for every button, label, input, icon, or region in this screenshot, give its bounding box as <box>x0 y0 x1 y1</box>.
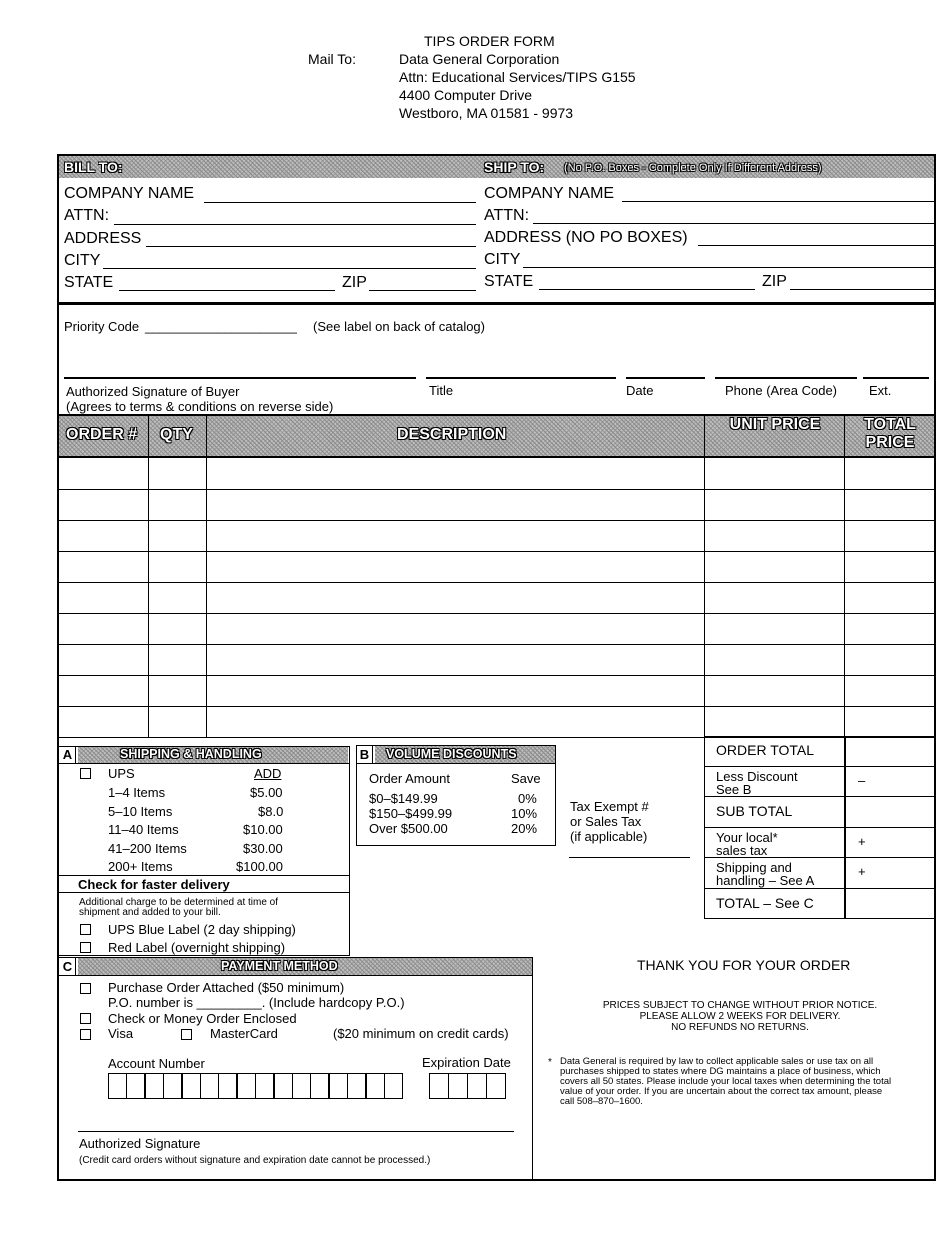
account-digit-box[interactable] <box>329 1073 348 1099</box>
account-number-label: Account Number <box>108 1056 205 1071</box>
totals-label <box>716 744 814 757</box>
ship-address-field[interactable] <box>698 245 934 246</box>
rate-items-3: 11–40 Items <box>108 822 179 837</box>
rate-items-4: 41–200 Items <box>108 841 187 856</box>
faster-rule-bottom <box>59 892 350 893</box>
totals-value-field[interactable] <box>845 767 935 797</box>
account-digit-box[interactable] <box>108 1073 127 1099</box>
account-digit-box[interactable] <box>218 1073 237 1099</box>
expiration-digit-box[interactable] <box>486 1073 506 1099</box>
buyer-signature-label: Authorized Signature of Buyer <box>66 384 240 399</box>
expiration-digit-box[interactable] <box>448 1073 468 1099</box>
bill-address-field[interactable] <box>146 246 476 247</box>
account-digit-box[interactable] <box>274 1073 293 1099</box>
faster-rule-top <box>59 875 350 876</box>
account-digit-box[interactable] <box>255 1073 274 1099</box>
bill-city-label: CITY <box>64 252 101 269</box>
footnote-line-4: value of your order. If you are uncertain about the correct tax amount, please <box>560 1086 883 1097</box>
ship-city-label: CITY <box>484 251 521 268</box>
account-digit-box[interactable] <box>384 1073 403 1099</box>
prices-notice <box>560 1000 920 1033</box>
totals-label-line-2: handling – See A <box>716 873 815 888</box>
volume-amount-2: $150–$499.99 <box>369 806 453 821</box>
rate-price-3: $10.00 <box>243 822 283 837</box>
rate-price-2: $8.0 <box>258 804 284 819</box>
address-line-2: Attn: Educational Services/TIPS G155 <box>399 69 636 85</box>
save-header: Save <box>511 771 541 786</box>
col-divider-qty <box>206 414 207 737</box>
totals-row <box>704 828 934 859</box>
col-divider-order <box>148 414 149 737</box>
totals-value-field[interactable] <box>845 828 935 858</box>
visa-checkbox[interactable] <box>80 1029 91 1040</box>
blue-label-text: UPS Blue Label (2 day shipping) <box>108 922 296 937</box>
po-number-field[interactable]: P.O. number is _________. (Include hardcopy P.O.) <box>108 995 405 1010</box>
authorized-signature-label: Authorized Signature <box>79 1136 201 1151</box>
credit-minimum-note: ($20 minimum on credit cards) <box>333 1026 509 1041</box>
phone-field[interactable] <box>715 377 857 379</box>
order-number-header: ORDER # <box>66 426 138 443</box>
rate-items-2: 5–10 Items <box>108 804 173 819</box>
bill-company-label: COMPANY NAME <box>64 185 195 202</box>
ship-to-heading: SHIP TO: <box>484 159 545 175</box>
payment-letter: C <box>60 958 76 975</box>
address-line-1: Data General Corporation <box>399 51 560 67</box>
ship-to-note: (No P.O. Boxes - Complete Only If Different Address) <box>564 162 822 174</box>
volume-letter: B <box>357 746 373 763</box>
totals-label <box>716 861 814 887</box>
add-header: ADD <box>254 766 282 781</box>
totals-label-line-1: Less Discount <box>716 768 798 784</box>
bill-attn-label: ATTN: <box>64 207 110 224</box>
account-digit-box[interactable] <box>163 1073 182 1099</box>
account-digit-box[interactable] <box>347 1073 366 1099</box>
totals-label-line-1: SUB TOTAL <box>716 803 793 819</box>
totals-label <box>716 894 814 911</box>
volume-save-3: 20% <box>511 821 538 836</box>
bill-state-label: STATE <box>64 274 114 291</box>
table-row[interactable] <box>59 489 934 490</box>
totals-label <box>716 770 798 796</box>
priority-code-note: (See label on back of catalog) <box>313 319 485 334</box>
additional-charge-1: Additional charge to be determined at time of <box>79 897 279 908</box>
rate-items-5: 200+ Items <box>108 859 173 874</box>
red-label-checkbox[interactable] <box>80 942 91 953</box>
address-line-4: Westboro, MA 01581 - 9973 <box>399 105 574 121</box>
totals-row <box>704 736 934 767</box>
po-attached-checkbox[interactable] <box>80 983 91 994</box>
ship-attn-field[interactable] <box>533 223 934 224</box>
prices-line-1: PRICES SUBJECT TO CHANGE WITHOUT PRIOR NOTICE. <box>602 1000 878 1011</box>
prices-line-3: NO REFUNDS NO RETURNS. <box>671 1022 809 1033</box>
blue-label-checkbox[interactable] <box>80 924 91 935</box>
totals-row <box>704 797 934 828</box>
volume-save-1: 0% <box>518 791 537 806</box>
ship-attn-label: ATTN: <box>484 207 530 224</box>
qty-header: QTY <box>160 426 193 443</box>
account-digit-box[interactable] <box>237 1073 256 1099</box>
mastercard-checkbox[interactable] <box>181 1029 192 1040</box>
footnote-line-2: purchases shipped to states where DG maintains a place of business, which <box>560 1066 881 1077</box>
mail-to-label: Mail To: <box>308 51 356 67</box>
totals-value-field[interactable] <box>845 797 935 827</box>
signature-note: (Credit card orders without signature and expiration date cannot be processed.) <box>79 1155 431 1166</box>
totals-sign: + <box>858 864 866 879</box>
account-digit-box[interactable] <box>310 1073 329 1099</box>
ext-field[interactable] <box>863 377 929 379</box>
ship-company-label: COMPANY NAME <box>484 185 615 202</box>
thank-you-message: THANK YOU FOR YOUR ORDER <box>637 957 851 973</box>
rate-items-1: 1–4 Items <box>108 785 166 800</box>
section-divider <box>59 302 934 305</box>
table-row[interactable] <box>59 551 934 552</box>
bill-attn-field[interactable] <box>114 224 476 225</box>
bill-zip-field[interactable] <box>369 290 476 291</box>
totals-row <box>704 767 934 798</box>
totals-label-line-1: ORDER TOTAL <box>716 742 815 758</box>
account-digit-box[interactable] <box>366 1073 385 1099</box>
description-header: DESCRIPTION <box>397 426 507 443</box>
priority-code-field[interactable]: _____________________ <box>145 319 297 334</box>
address-line-3: 4400 Computer Drive <box>399 87 533 103</box>
ship-zip-field[interactable] <box>790 289 934 290</box>
terms-note: (Agrees to terms & conditions on reverse side) <box>66 399 334 414</box>
rate-price-4: $30.00 <box>243 841 283 856</box>
totals-value-field[interactable] <box>845 736 935 766</box>
prices-line-2: PLEASE ALLOW 2 WEEKS FOR DELIVERY. <box>639 1011 841 1022</box>
totals-row <box>704 858 934 889</box>
totals-label <box>716 805 792 818</box>
volume-heading: VOLUME DISCOUNTS <box>386 747 517 761</box>
shipping-heading: SHIPPING & HANDLING <box>120 747 262 761</box>
ups-checkbox[interactable] <box>80 768 91 779</box>
check-checkbox[interactable] <box>80 1013 91 1024</box>
ship-city-field[interactable] <box>523 267 934 268</box>
table-row[interactable] <box>59 706 934 707</box>
table-row[interactable] <box>59 613 934 614</box>
table-row[interactable] <box>59 520 934 521</box>
ext-label: Ext. <box>869 383 892 398</box>
volume-amount-1: $0–$149.99 <box>369 791 438 806</box>
ship-zip-label: ZIP <box>762 273 787 290</box>
total-price-header: TOTAL PRICE <box>864 416 916 451</box>
tax-exempt-line-3: (if applicable) <box>570 829 648 844</box>
volume-amount-3: Over $500.00 <box>369 821 448 836</box>
table-row[interactable] <box>59 675 934 676</box>
footnote-mark: * <box>548 1057 552 1068</box>
tax-footnote <box>560 1057 930 1107</box>
account-digit-box[interactable] <box>200 1073 219 1099</box>
payment-heading: PAYMENT METHOD <box>221 959 338 973</box>
account-digit-box[interactable] <box>182 1073 201 1099</box>
ship-state-label: STATE <box>484 273 534 290</box>
totals-label-line-2: See B <box>716 781 752 797</box>
tax-exempt-line-1: Tax Exempt # <box>570 799 649 814</box>
bill-address-label: ADDRESS <box>64 230 142 247</box>
totals-label-line-1: Shipping and <box>716 860 792 875</box>
mastercard-label: MasterCard <box>210 1026 278 1041</box>
totals-label-line-2: sales tax <box>716 842 768 858</box>
date-field[interactable] <box>626 377 705 379</box>
red-label-text: Red Label (overnight shipping) <box>108 940 286 955</box>
bill-zip-label: ZIP <box>342 274 367 291</box>
additional-charge-2: shipment and added to your bill. <box>79 907 221 918</box>
totals-label-line-1: TOTAL – See C <box>716 894 814 911</box>
priority-code-label: Priority Code <box>64 319 140 334</box>
bill-to-heading: BILL TO: <box>64 159 123 175</box>
footnote-line-5: call 508–870–1600. <box>560 1096 643 1107</box>
table-row[interactable] <box>59 644 934 645</box>
rate-price-1: $5.00 <box>250 785 283 800</box>
form-title: TIPS ORDER FORM <box>424 33 555 49</box>
ship-address-label: ADDRESS (NO PO BOXES) <box>484 229 688 246</box>
totals-label-line-1: Your local* <box>716 829 778 845</box>
totals-value-field[interactable] <box>845 858 935 888</box>
account-digit-box[interactable] <box>292 1073 311 1099</box>
shipping-heading-rule <box>59 763 350 764</box>
account-digit-box[interactable] <box>145 1073 164 1099</box>
phone-label: Phone (Area Code) <box>725 383 838 398</box>
tax-exempt-line-2: or Sales Tax <box>570 814 642 829</box>
totals-label <box>716 831 778 857</box>
payment-heading-rule <box>59 975 533 976</box>
faster-delivery-label: Check for faster delivery <box>78 877 230 892</box>
visa-label: Visa <box>108 1026 134 1041</box>
ship-company-field[interactable] <box>622 201 934 202</box>
check-label: Check or Money Order Enclosed <box>108 1011 297 1026</box>
totals-row <box>704 889 934 920</box>
account-digit-box[interactable] <box>126 1073 145 1099</box>
ups-label: UPS <box>108 766 135 781</box>
footnote-line-3: covers all 50 states. Please include your local taxes when determining the total <box>560 1076 892 1087</box>
title-field[interactable] <box>426 377 616 379</box>
footnote-line-1: Data General is required by law to collect applicable sales or use tax on all <box>560 1056 874 1067</box>
unit-price-header: UNIT PRICE <box>729 416 821 433</box>
volume-save-2: 10% <box>511 806 538 821</box>
bill-city-field[interactable] <box>103 268 476 269</box>
tax-exempt-field[interactable] <box>569 857 690 858</box>
bill-state-field[interactable] <box>119 290 335 291</box>
bill-company-field[interactable] <box>204 202 476 203</box>
date-label: Date <box>626 383 654 398</box>
totals-sign: + <box>858 833 866 849</box>
po-attached-label: Purchase Order Attached ($50 minimum) <box>108 980 345 995</box>
volume-heading-rule <box>357 763 555 764</box>
expiration-digit-box[interactable] <box>429 1073 449 1099</box>
ship-state-field[interactable] <box>539 289 755 290</box>
rate-price-5: $100.00 <box>236 859 283 874</box>
shipping-letter: A <box>60 747 76 763</box>
table-row[interactable] <box>59 582 934 583</box>
totals-sign: – <box>858 772 866 788</box>
expiration-digit-box[interactable] <box>467 1073 487 1099</box>
expiration-date-label: Expiration Date <box>422 1055 511 1070</box>
authorized-signature-field[interactable] <box>78 1131 514 1132</box>
buyer-signature-field[interactable] <box>64 377 416 379</box>
totals-value-field[interactable] <box>845 889 935 919</box>
title-label: Title <box>429 383 454 398</box>
order-amount-header: Order Amount <box>369 771 450 786</box>
